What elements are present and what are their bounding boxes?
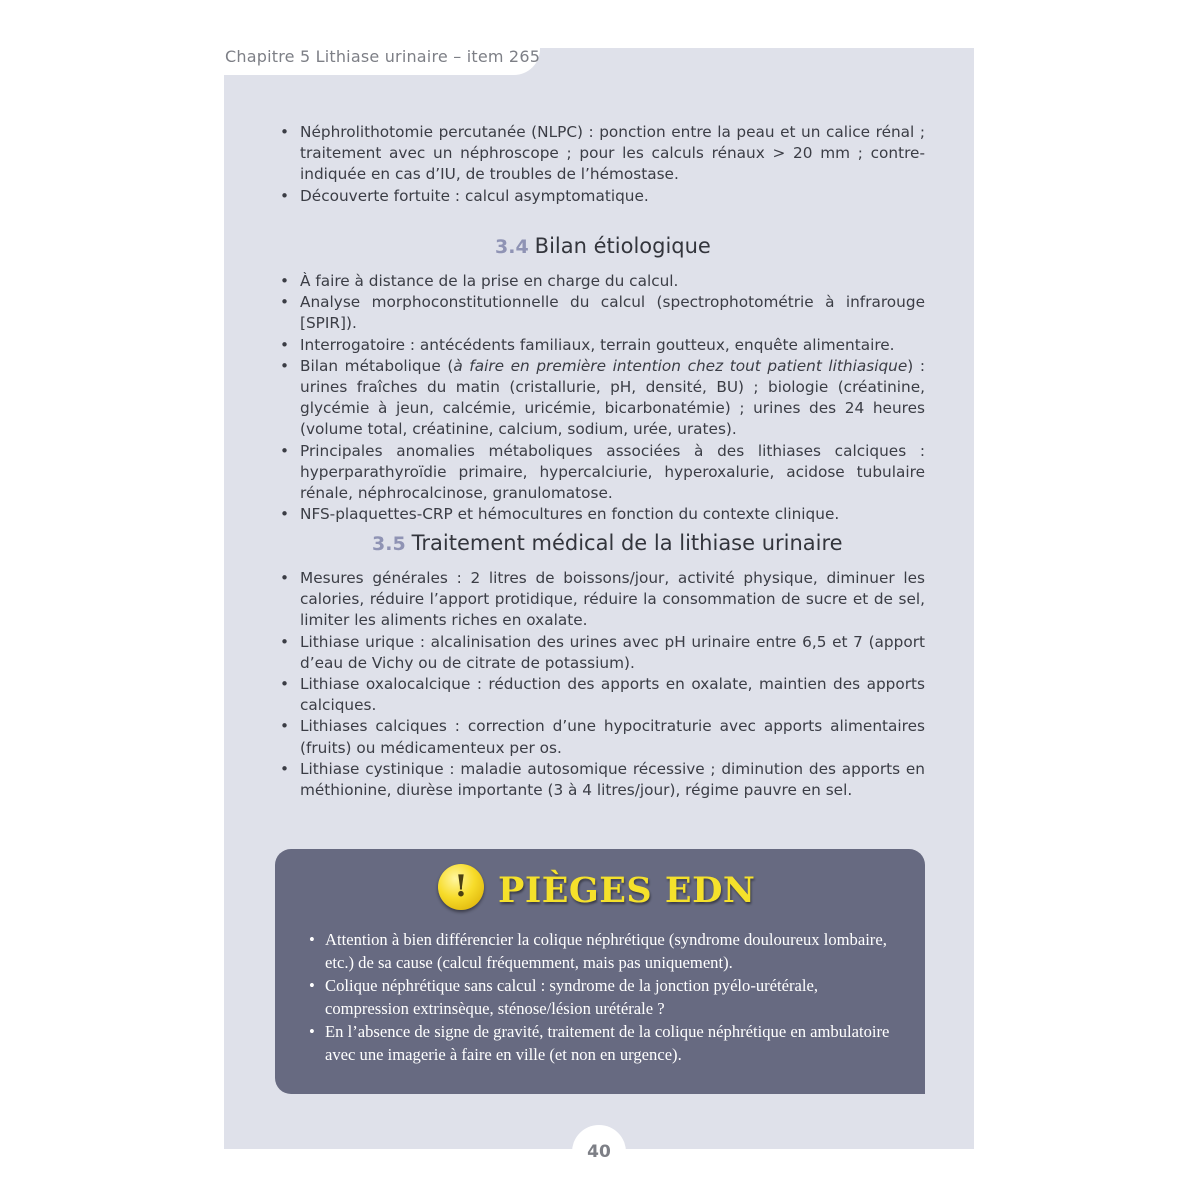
metabolic-suffix: ) : urines fraîches du matin (cristallurie, pH, densité, BU) ; biologie (créatinine, glycémie à jeun, calcémie, uricémie, bicarbonatémie) ; urines des 24 heures (volume total, créatinine, calcium, sodium, urée, urates). xyxy=(300,356,926,439)
section-heading-traitement xyxy=(372,531,843,555)
chapter-header: Chapitre 5 Lithiase urinaire – item 265 xyxy=(225,47,541,66)
exclamation-warning-icon: ! xyxy=(438,864,484,910)
list-item: • Analyse morphoconstitutionnelle du calcul (spectrophotométrie à infrarouge [SPIR]). xyxy=(277,292,925,334)
list-item: • Mesures générales : 2 litres de boissons/jour, activité physique, diminuer les calories, réduire l’apport protidique, réduire la consommation de sucre et de sel, limiter les aliments riches en oxalate. xyxy=(277,568,925,632)
list-item: • À faire à distance de la prise en charge du calcul. xyxy=(277,271,925,292)
metabolic-emphasis: à faire en première intention chez tout patient lithiasique xyxy=(453,356,908,375)
list-item: • Lithiase urique : alcalinisation des urines avec pH urinaire entre 6,5 et 7 (apport d’eau de Vichy ou de citrate de potassium). xyxy=(277,632,925,674)
metabolic-prefix: Bilan métabolique ( xyxy=(300,356,454,375)
list-item: • Lithiase cystinique : maladie autosomique récessive ; diminution des apports en méthionine, diurèse importante (3 à 4 litres/jour), régime pauvre en sel. xyxy=(277,759,925,801)
section-heading-bilan xyxy=(495,234,711,258)
section-title: Traitement médical de la lithiase urinaire xyxy=(411,531,843,555)
section-number: 3.4 xyxy=(495,236,529,258)
list-item xyxy=(277,356,925,441)
list-item: • Lithiases calciques : correction d’une hypocitraturie avec apports alimentaires (fruits) ou médicamenteux per os. xyxy=(277,716,925,758)
list-item: • Principales anomalies métaboliques associées à des lithiases calciques : hyperparathyroïdie primaire, hypercalciurie, hyperoxalurie, acidose tubulaire rénale, néphrocalcinose, granulomatose. xyxy=(277,441,925,505)
section-number: 3.5 xyxy=(372,533,406,555)
bilan-list xyxy=(277,271,925,525)
list-item: • NFS-plaquettes-CRP et hémocultures en fonction du contexte clinique. xyxy=(277,504,925,525)
list-item: • En l’absence de signe de gravité, traitement de la colique néphrétique en ambulatoire avec une imagerie à faire en ville (et non en urgence). xyxy=(304,1020,904,1066)
pitfalls-title: PIÈGES EDN xyxy=(498,870,756,911)
list-item: • Colique néphrétique sans calcul : syndrome de la jonction pyélo-urétérale, compression extrinsèque, sténose/lésion urétérale ? xyxy=(304,974,904,1020)
list-item: • Interrogatoire : antécédents familiaux, terrain goutteux, enquête alimentaire. xyxy=(277,335,925,356)
intro-list xyxy=(277,122,925,207)
list-item: • Néphrolithotomie percutanée (NLPC) : ponction entre la peau et un calice rénal ; traitement avec un néphroscope ; pour les calculs rénaux > 20 mm ; contre-indiquée en cas d’IU, de troubles de l’hémostase. xyxy=(277,122,925,186)
list-item: • Découverte fortuite : calcul asymptomatique. xyxy=(277,186,925,207)
page-number: 40 xyxy=(587,1142,611,1162)
list-item: • Attention à bien différencier la colique néphrétique (syndrome douloureux lombaire, etc.) de sa cause (calcul fréquemment, mais pas uniquement). xyxy=(304,928,904,974)
pitfalls-list xyxy=(304,928,904,1066)
section-title: Bilan étiologique xyxy=(534,234,711,258)
pitfalls-heading xyxy=(438,862,755,911)
list-item: • Lithiase oxalocalcique : réduction des apports en oxalate, maintien des apports calciques. xyxy=(277,674,925,716)
treatment-list xyxy=(277,568,925,801)
